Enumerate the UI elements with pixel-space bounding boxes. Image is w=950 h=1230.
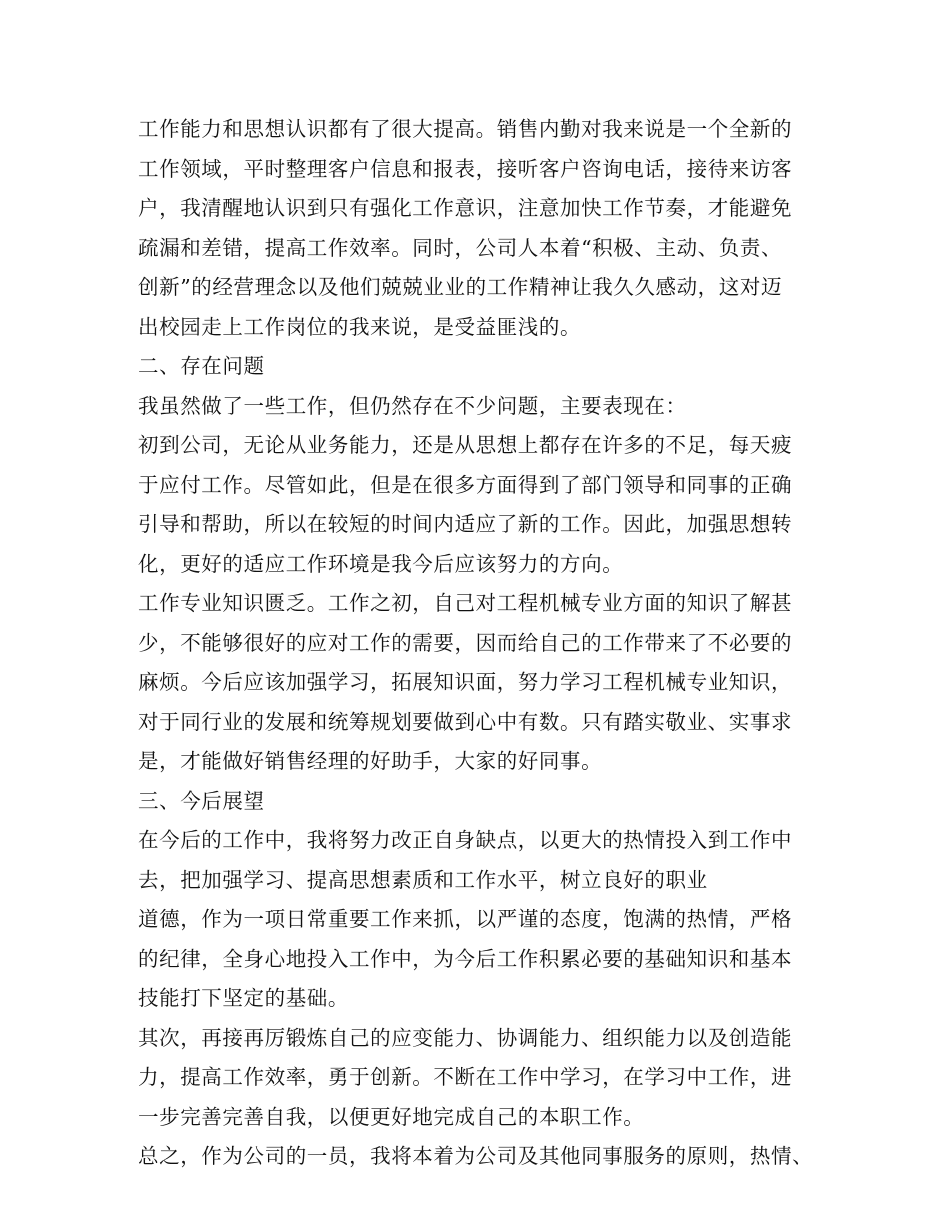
text-line: 技能打下坚定的基础。 [138, 986, 349, 1010]
text-line: 麻烦。今后应该加强学习，拓展知识面，努力学习工程机械专业知识， [138, 670, 793, 694]
text-line: 工作领域，平时整理客户信息和报表，接听客户咨询电话，接待来访客 [138, 156, 793, 181]
text-line: 一步完善完善自我，以便更好地完成自己的本职工作。 [138, 1104, 645, 1129]
text-line: 引导和帮助，所以在较短的时间内适应了新的工作。因此，加强思想转 [138, 512, 793, 536]
text-line: 初到公司，无论从业务能力，还是从思想上都存在许多的不足，每天疲 [138, 433, 793, 457]
text-line: 工作专业知识匮乏。工作之初，自己对工程机械专业方面的知识了解甚 [138, 591, 793, 615]
text-line: 少，不能够很好的应对工作的需要，因而给自己的工作带来了不必要的 [138, 630, 793, 655]
text-line: 我虽然做了一些工作，但仍然存在不少问题，主要表现在： [138, 393, 687, 418]
text-line: 总之，作为公司的一员，我将本着为公司及其他同事服务的原则，热情、 [138, 1144, 814, 1168]
text-line: 创新”的经营理念以及他们兢兢业业的工作精神让我久久感动，这对迈 [138, 275, 783, 299]
text-line: 疏漏和差错，提高工作效率。同时，公司人本着“积极、主动、负责、 [138, 235, 783, 260]
text-line: 对于同行业的发展和统筹规划要做到心中有数。只有踏实敬业、实事求 [138, 709, 793, 734]
text-line: 工作能力和思想认识都有了很大提高。销售内勤对我来说是一个全新的 [138, 117, 793, 141]
text-line: 道德，作为一项日常重要工作来抓，以严谨的态度，饱满的热情，严格 [138, 907, 793, 931]
section-heading: 三、今后展望 [138, 788, 265, 813]
text-line: 力，提高工作效率，勇于创新。不断在工作中学习，在学习中工作，进 [138, 1065, 793, 1089]
text-line: 是，才能做好销售经理的好助手，大家的好同事。 [138, 749, 603, 773]
section-heading: 二、存在问题 [138, 354, 265, 378]
document-body [138, 110, 828, 1177]
text-line: 的纪律，全身心地投入工作中，为今后工作积累必要的基础知识和基本 [138, 946, 793, 971]
text-line: 去，把加强学习、提高思想素质和工作水平，树立良好的职业 [138, 867, 708, 892]
text-line: 于应付工作。尽管如此，但是在很多方面得到了部门领导和同事的正确 [138, 472, 793, 497]
text-line: 其次，再接再厉锻炼自己的应变能力、协调能力、组织能力以及创造能 [138, 1025, 793, 1050]
text-line: 出校园走上工作岗位的我来说，是受益匪浅的。 [138, 314, 582, 339]
text-line: 化，更好的适应工作环境是我今后应该努力的方向。 [138, 551, 624, 576]
text-line: 户，我清醒地认识到只有强化工作意识，注意加快工作节奏，才能避免 [138, 196, 793, 220]
text-line: 在今后的工作中，我将努力改正自身缺点，以更大的热情投入到工作中 [138, 828, 793, 852]
